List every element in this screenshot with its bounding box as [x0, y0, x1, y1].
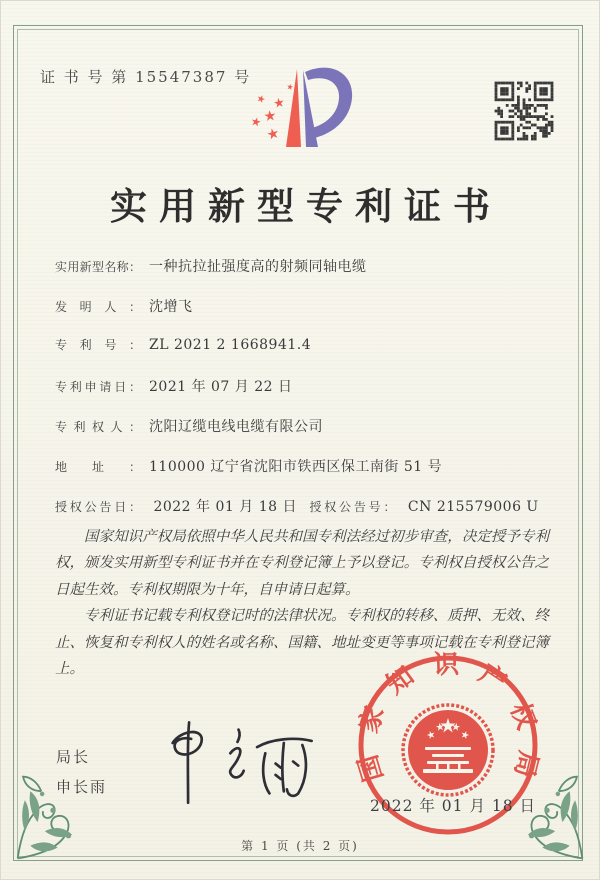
- director-name: 申长雨: [56, 778, 108, 796]
- field-label: 专利号：: [55, 338, 141, 352]
- certificate-title: 实用新型专利证书: [110, 184, 502, 228]
- national-emblem-icon: [403, 705, 493, 795]
- director-signature-script-icon: [150, 712, 325, 810]
- field-value: 沈阳辽缆电线电缆有限公司: [149, 419, 323, 435]
- grant-row: [55, 496, 560, 516]
- field-row: [55, 256, 550, 296]
- field-value: 沈增飞: [149, 299, 193, 315]
- field-value: 110000 辽宁省沈阳市铁西区保工南街 51 号: [149, 459, 443, 475]
- field-row: [55, 376, 550, 416]
- cnipa-logo-icon: [240, 58, 360, 166]
- field-row: [55, 336, 550, 376]
- director-title-label: 局长: [56, 748, 91, 766]
- certificate-number: 证 书 号 第 15547387 号: [40, 68, 252, 86]
- field-row: [55, 296, 550, 336]
- field-list: [55, 256, 550, 496]
- field-value: 2021 年 07 月 22 日: [149, 379, 293, 395]
- legal-paragraph: 国家知识产权局依照中华人民共和国专利法经过初步审查，决定授予专利权，颁发实用新型专利证书并在专利登记簿上予以登记。专利权自授权公告之日起生效。专利权期限为十年，自申请日起算。: [55, 529, 549, 598]
- field-value: 一种抗拉扯强度高的射频同轴电缆: [149, 259, 367, 275]
- seal-ring-text: 国家知识产权局: [353, 650, 543, 785]
- grant-date-value: 2022 年 01 月 18 日: [153, 499, 297, 515]
- grant-number-value: CN 215579006 U: [407, 499, 539, 515]
- field-label: 实用新型名称：: [55, 260, 141, 274]
- seal-date: 2022 年 01 月 18 日: [370, 797, 537, 815]
- grant-date-group: [55, 496, 305, 516]
- field-label: 专利申请日：: [55, 380, 141, 394]
- field-label: 地址：: [55, 460, 141, 474]
- page-number: 第 1 页 (共 2 页): [241, 839, 359, 853]
- grant-date-label: 授权公告日：: [55, 500, 141, 514]
- qr-code: [489, 76, 559, 146]
- grant-number-label: 授权公告号：: [309, 500, 396, 514]
- field-row: [55, 456, 550, 496]
- field-row: [55, 416, 550, 456]
- field-label: 发明人：: [55, 300, 141, 314]
- legal-paragraph: 专利证书记载专利权登记时的法律状况。专利权的转移、质押、无效、终止、恢复和专利权人的姓名或名称、国籍、地址变更等事项记载在专利登记簿上。: [55, 608, 549, 677]
- grant-number-group: [309, 499, 538, 515]
- field-value: ZL 2021 2 1668941.4: [149, 337, 312, 353]
- field-label: 专利权人：: [55, 420, 141, 434]
